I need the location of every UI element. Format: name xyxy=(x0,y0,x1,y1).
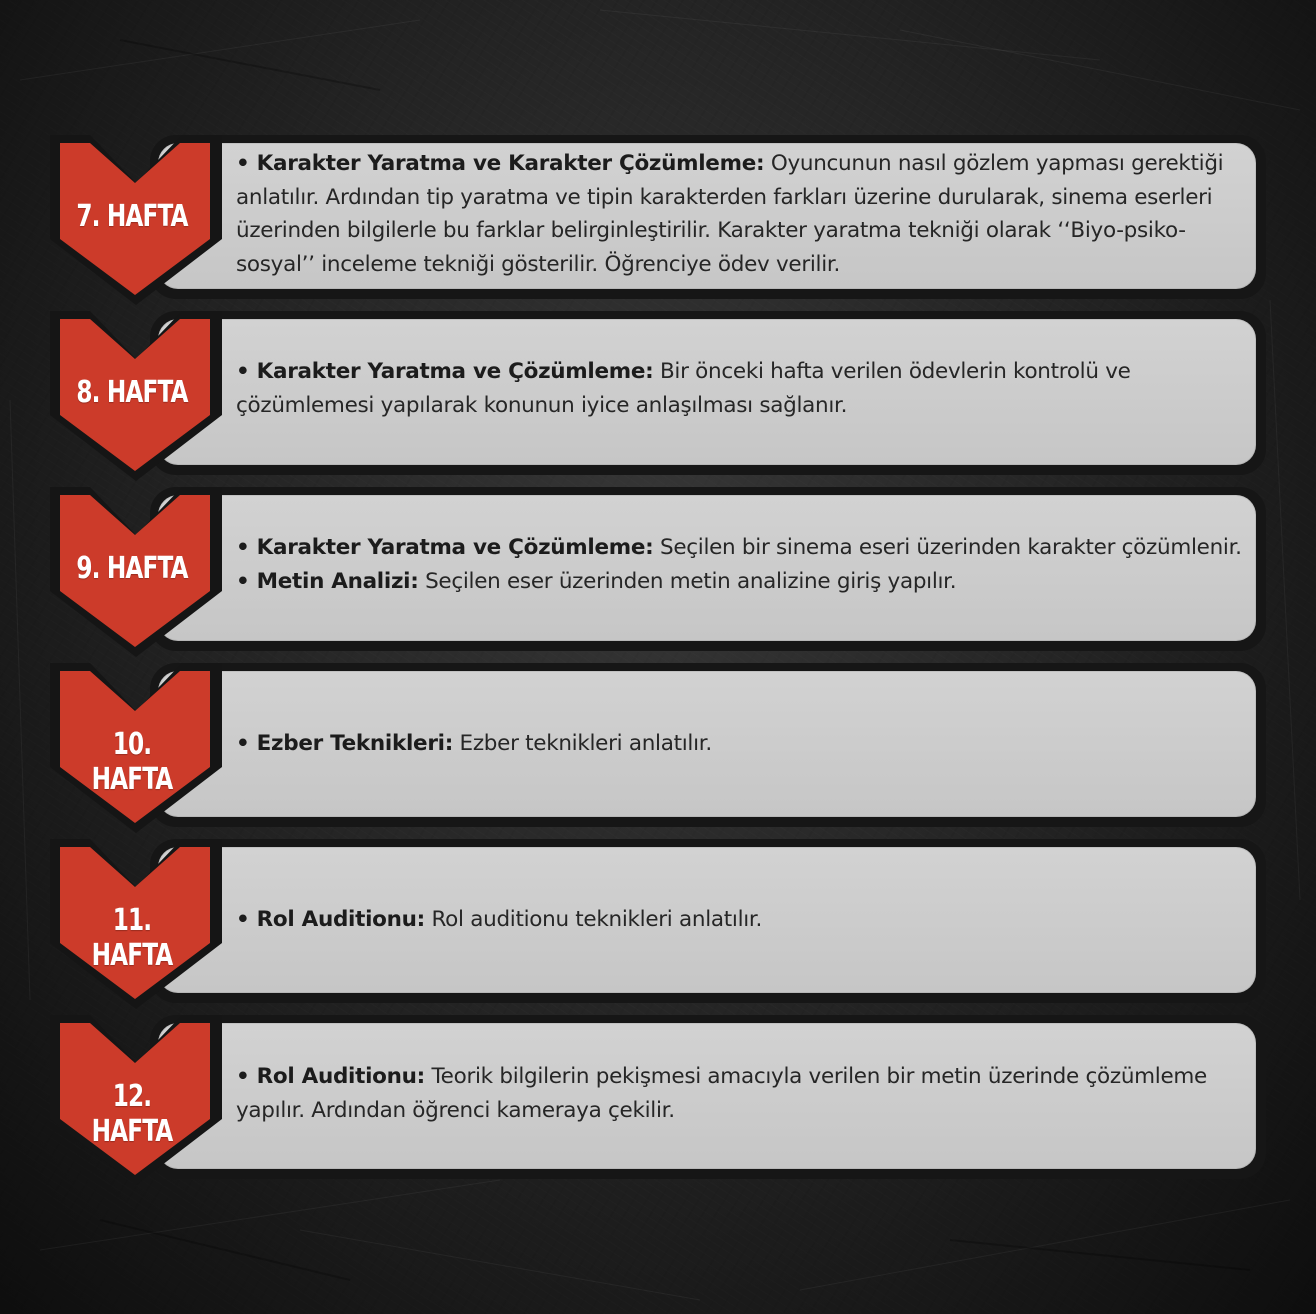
topic-title: Ezber Teknikleri: xyxy=(256,731,453,756)
topic-text: Seçilen eser üzerinden metin analizine giriş yapılır. xyxy=(418,568,957,594)
bullet: • xyxy=(236,568,250,594)
topic-item xyxy=(236,1060,1246,1127)
week-row xyxy=(0,495,1316,655)
week-row xyxy=(0,1023,1316,1183)
week-label: 7. HAFTA xyxy=(76,199,188,234)
topic-title: Karakter Yaratma ve Çözümleme: xyxy=(256,359,654,384)
topic-text: Teorik bilgilerin pekişmesi amacıyla verilen bir metin üzerinde çözümleme yapılır. Ardından öğrenci kameraya çekilir. xyxy=(236,1064,1207,1123)
topic-text: Oyuncunun nasıl gözlem yapması gerektiği anlatılır. Ardından tip yaratma ve tipin karakterden farkları üzerine durularak, sinema eserleri üzerinden bilgilerle bu farklar belirginleştirilir. Karakter yaratma tekniği olarak ‘‘Biyo-psiko-sosyal’’ inceleme tekniği gösterilir. Öğrenciye ödev verilir. xyxy=(236,151,1224,277)
week-row xyxy=(0,847,1316,1007)
week-label: 11. HAFTA xyxy=(91,903,173,973)
topic-text: Seçilen bir sinema eseri üzerinden karakter çözümlenir. xyxy=(653,535,1242,560)
week-row xyxy=(0,671,1316,831)
topic-title: Karakter Yaratma ve Çözümleme: xyxy=(256,535,654,560)
topic-text: Rol auditionu teknikleri anlatılır. xyxy=(424,907,763,932)
week-label: 9. HAFTA xyxy=(76,551,188,586)
topic-item xyxy=(236,147,1246,281)
week-label: 8. HAFTA xyxy=(76,375,188,410)
bullet: • xyxy=(236,535,250,560)
week-description xyxy=(236,1060,1246,1127)
topic-item xyxy=(236,727,1246,761)
topic-title: Rol Auditionu: xyxy=(256,1064,425,1089)
week-description xyxy=(236,903,1246,937)
topic-title: Metin Analizi: xyxy=(256,568,419,594)
topic-title: Karakter Yaratma ve Karakter Çözümleme: xyxy=(256,151,765,176)
week-description xyxy=(236,727,1246,761)
week-row xyxy=(0,319,1316,479)
bullet: • xyxy=(236,1064,250,1089)
bullet: • xyxy=(236,151,250,176)
week-label: 12. HAFTA xyxy=(91,1079,173,1149)
week-label: 10. HAFTA xyxy=(91,727,173,797)
topic-text: Bir önceki hafta verilen ödevlerin kontrolü ve çözümlemesi yapılarak konunun iyice anlaşılması sağlanır. xyxy=(236,359,1131,418)
topic-title: Rol Auditionu: xyxy=(256,907,425,932)
week-description xyxy=(236,531,1246,598)
topic-item xyxy=(236,531,1246,565)
bullet: • xyxy=(236,907,250,932)
topic-item xyxy=(236,355,1246,422)
topic-text: Ezber teknikleri anlatılır. xyxy=(453,731,712,756)
topic-item xyxy=(236,565,1246,599)
week-row xyxy=(0,143,1316,303)
bullet: • xyxy=(236,359,250,384)
bullet: • xyxy=(236,731,250,756)
week-description xyxy=(236,147,1246,281)
topic-item xyxy=(236,903,1246,937)
week-description xyxy=(236,355,1246,422)
